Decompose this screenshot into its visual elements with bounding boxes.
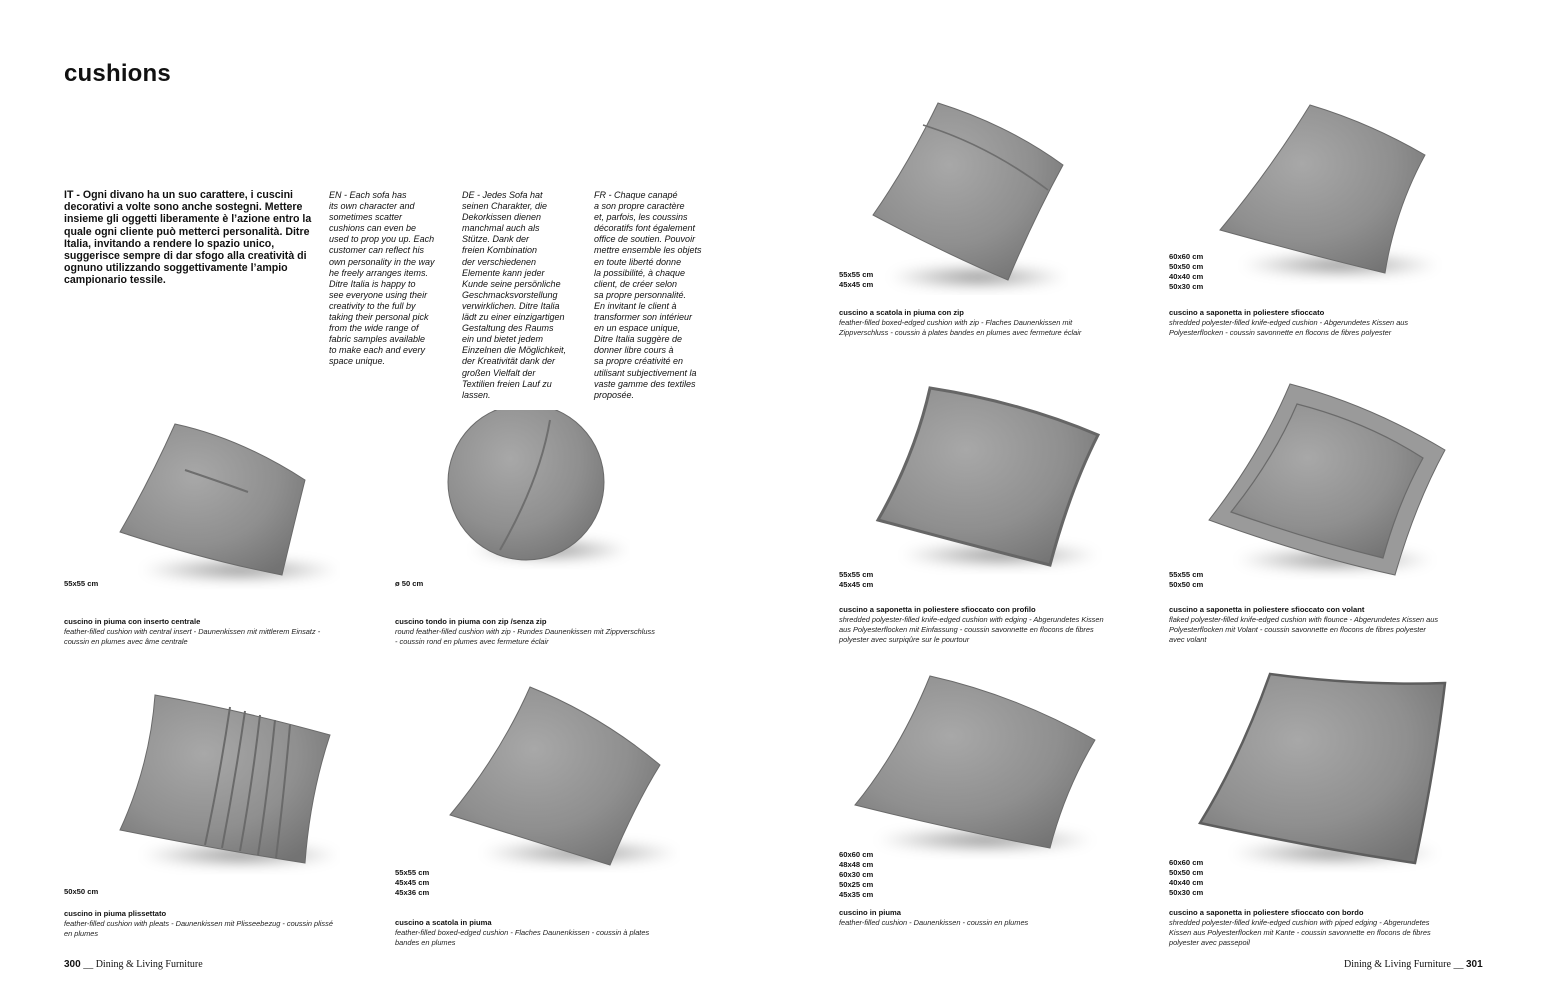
page-number-right: 301	[1465, 959, 1483, 970]
piped-cushion-icon	[1195, 668, 1450, 873]
cushion-central-insert-icon	[100, 410, 340, 590]
page-number-left: 300	[64, 959, 81, 970]
boxed-zip-cushion-icon	[868, 95, 1068, 295]
intro-text-it: IT - Ogni divano ha un suo carattere, i cuscini decorativi a volte sono anche sostegni. Mettere insieme gli oggetti liberamente è l’azione entro la quale ogni cliente può metterci personalità. Ditre Italia, invitando a rendere lo spazio unico, suggerisce sempre di dar sfogo alla creatività di ognuno utilizzando soggettivamente l’ampio campionario tessile.	[64, 189, 312, 287]
item-desc: feather-filled boxed-edged cushion with zip - Flaches Daunenkissen mit Zippverschluss - coussin à plates bandes en plumes avec fermeture éclair	[839, 318, 1082, 338]
item-desc: shredded polyester-filled knife-edged cushion with edging - Abgerundetes Kissen aus Polyesterflocken mit Einfassung - coussin savonnette en flocons de fibres polyester avec surpiqûre sur le pourtour	[839, 615, 1104, 645]
caption-knife-edged	[1169, 308, 1439, 338]
caption-flounce	[1169, 605, 1439, 646]
item-desc: feather-filled boxed-edged cushion - Flaches Daunenkissen - coussin à plates bandes en plumes	[395, 928, 650, 948]
footer-left	[64, 959, 203, 970]
intro-text-de: DE - Jedes Sofa hat seinen Charakter, die Dekorkissen dienen manchmal auch als Stütze. Dank der freien Kombination der verschiedenen Elemente kann jeder Kunde seine persönliche Geschmacksvorstellung verwirklichen. Ditre Italia lädt zu einer einzigartigen Gestaltung des Raums ein und bietet jedem Einzelnen die Möglichkeit, der Kreativität dank der großen Vielfalt der Textilien freien Lauf zu lassen.	[462, 190, 567, 400]
dims-flounce: 55x55 cm 50x50 cm	[1169, 570, 1204, 589]
caption-edged	[839, 605, 1104, 646]
item-desc: round feather-filled cushion with zip - Rundes Daunenkissen mit Zippverschluss - coussin rond en plumes avec fermeture éclair	[395, 627, 655, 647]
caption-central-insert	[64, 617, 344, 647]
knife-edged-cushion-icon	[1215, 95, 1445, 285]
dims-edged: 55x55 cm 45x45 cm	[839, 570, 874, 589]
item-name: cuscino in piuma con inserto centrale	[64, 617, 201, 626]
footer-right-text: Dining & Living Furniture __	[1344, 959, 1466, 970]
pleated-cushion-icon	[110, 685, 340, 875]
item-desc: feather-filled cushion with pleats - Daunenkissen mit Plisseebezug - coussin plissé en plumes	[64, 919, 333, 939]
caption-pleated	[64, 909, 334, 939]
caption-piped	[1169, 908, 1439, 949]
caption-boxed	[395, 918, 655, 948]
footer-right	[1344, 959, 1483, 970]
item-name: cuscino a saponetta in poliestere sfioccato con profilo	[839, 605, 1036, 614]
item-desc: flaked polyester-filled knife-edged cushion with flounce - Abgerundetes Kissen aus Polyesterflocken mit Volant - coussin savonnette en flocons de fibres polyester avec volant	[1169, 615, 1439, 645]
caption-feather	[839, 908, 1104, 928]
item-desc: shredded polyester-filled knife-edged cushion - Abgerundetes Kissen aus Polyesterflocken - coussin savonnette en flocons de fibres polyester	[1169, 318, 1409, 338]
item-name: cuscino a saponetta in poliestere sfioccato	[1169, 308, 1325, 317]
dims-boxed: 55x55 cm 45x45 cm 45x36 cm	[395, 868, 430, 897]
item-desc: feather-filled cushion - Daunenkissen - coussin en plumes	[839, 918, 1029, 927]
dims-central-insert: 55x55 cm	[64, 579, 99, 588]
dims-knife-edged: 60x60 cm 50x50 cm 40x40 cm 50x30 cm	[1169, 252, 1204, 291]
boxed-cushion-icon	[440, 675, 680, 875]
item-desc: shredded polyester-filled knife-edged cushion with piped edging - Abgerundetes Kissen aus Polyesterflocken mit Kante - coussin savonnette en flocons de fibres polyester avec passepoil	[1169, 918, 1431, 948]
dims-round: ø 50 cm	[395, 579, 424, 588]
item-desc: feather-filled cushion with central insert - Daunenkissen mit mittlerem Einsatz - coussin en plumes avec âme centrale	[64, 627, 321, 647]
flounce-cushion-icon	[1205, 380, 1450, 580]
round-cushion-icon	[430, 410, 630, 570]
dims-pleated: 50x50 cm	[64, 887, 99, 896]
dims-feather: 60x60 cm 48x48 cm 60x30 cm 50x25 cm 45x35 cm	[839, 850, 874, 899]
caption-boxed-zip	[839, 308, 1104, 338]
footer-left-text: __ Dining & Living Furniture	[80, 959, 203, 970]
intro-text-fr: FR - Chaque canapé a son propre caractère et, parfois, les coussins décoratifs font également office de soutien. Pouvoir mettre ensemble les objets en toute liberté donne la possibilité, à chaque client, de créer selon sa propre personnalité. En invitant le client à transformer son intérieur en un espace unique, Ditre Italia suggère de donner libre cours à sa propre créativité en utilisant subjectivement la vaste gamme des textiles proposée.	[594, 190, 702, 400]
feather-cushion-icon	[845, 670, 1105, 860]
item-name: cuscino a scatola in piuma con zip	[839, 308, 964, 317]
caption-round	[395, 617, 655, 647]
dims-piped: 60x60 cm 50x50 cm 40x40 cm 50x30 cm	[1169, 858, 1204, 897]
edged-cushion-icon	[870, 380, 1110, 575]
item-name: cuscino a scatola in piuma	[395, 918, 492, 927]
intro-text-en: EN - Each sofa has its own character and sometimes scatter cushions can even be used to prop you up. Each customer can reflect his own personality in the way he freely arranges items. Ditre Italia is happy to see everyone using their creativity to the full by taking their personal pick from the wide range of fabric samples available to make each and every space unique.	[329, 190, 435, 367]
item-name: cuscino tondo in piuma con zip /senza zip	[395, 617, 547, 626]
item-name: cuscino a saponetta in poliestere sfioccato con bordo	[1169, 908, 1364, 917]
item-name: cuscino in piuma	[839, 908, 902, 917]
item-name: cuscino a saponetta in poliestere sfioccato con volant	[1169, 605, 1365, 614]
page-title: cushions	[64, 60, 171, 87]
dims-boxed-zip: 55x55 cm 45x45 cm	[839, 270, 874, 289]
item-name: cuscino in piuma plissettato	[64, 909, 167, 918]
